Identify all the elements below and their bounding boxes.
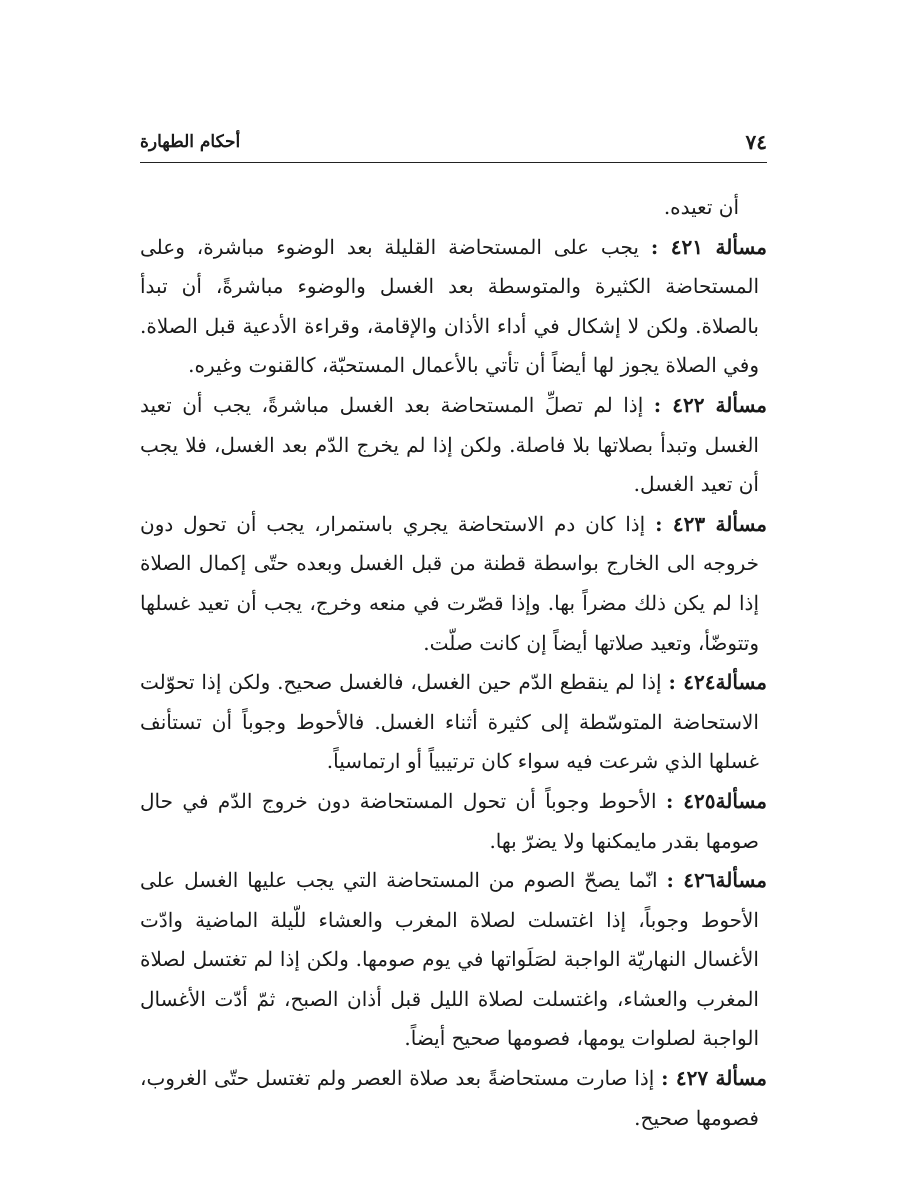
page-header: [140, 130, 767, 160]
page-body: [140, 188, 767, 1138]
issue-label: مسألة ٤٢١ :: [650, 234, 767, 259]
issue-text: يجب على المستحاضة القليلة بعد الوضوء مباشرة، وعلى المستحاضة الكثيرة والمتوسطة بعد الغسل والوضوء مباشرةً، أن تبدأ بالصلاة. ولكن لا إشكال في أداء الأذان والإقامة، وقراءة الأدعية قبل الصلاة. وفي الصلاة يجوز لها أيضاً أن تأتي بالأعمال المستحبّة، كالقنوت وغيره.: [140, 234, 759, 378]
issue-text: إذا لم تصلِّ المستحاضة بعد الغسل مباشرةً، يجب أن تعيد الغسل وتبدأ بصلاتها بلا فاصلة. ولكن إذا لم يخرج الدّم بعد الغسل، فلا يجب أن تعيد الغسل.: [140, 392, 759, 497]
issue-text: إذا كان دم الاستحاضة يجري باستمرار، يجب أن تحول دون خروجه الى الخارج بواسطة قطنة من قبل الغسل وبعده حتّى إكمال الصلاة إذا لم يكن ذلك مضراً بها. وإذا قصّرت في منعه وخرج، يجب أن تعيد غسلها وتتوضّأ، وتعيد صلاتها أيضاً إن كانت صلّت.: [140, 511, 759, 655]
issue-423: [140, 505, 767, 663]
running-title: أحكام الطهارة: [140, 132, 241, 152]
issue-text: الأحوط وجوباً أن تحول المستحاضة دون خروج الدّم في حال صومها بقدر مايمكنها ولا يضرّ بها.: [140, 788, 759, 853]
issue-424: [140, 663, 767, 782]
header-divider: [140, 162, 767, 163]
issue-label: مسألة ٤٢٣ :: [655, 511, 767, 536]
issue-421: [140, 228, 767, 386]
issue-text: إذا صارت مستحاضةً بعد صلاة العصر ولم تغتسل حتّى الغروب، فصومها صحيح.: [140, 1066, 759, 1130]
issue-label: مسألة٤٢٦ :: [666, 868, 767, 893]
paragraph-text: أن تعيده.: [663, 195, 739, 219]
issue-label: مسألة٤٢٥ :: [665, 788, 767, 813]
page-number: ٧٤: [745, 130, 767, 154]
issue-427: [140, 1059, 767, 1138]
issue-425: [140, 782, 767, 861]
issue-text: انّما يصحّ الصوم من المستحاضة التي يجب عليها الغسل على الأحوط وجوباً، إذا اغتسلت لصلاة المغرب والعشاء للّيلة الماضية وادّت الأغسال النهاريّة الواجبة لصَلَواتها في يوم صومها. ولكن إذا لم تغتسل لصلاة المغرب والعشاء، واغتسلت لصلاة الليل قبل أذان الصبح، ثمّ أدّت الأغسال الواجبة لصلوات يومها، فصومها صحيح أيضاً.: [140, 868, 759, 1051]
paragraph-continuation: [140, 188, 767, 228]
issue-426: [140, 861, 767, 1059]
issue-422: [140, 386, 767, 505]
issue-label: مسألة ٤٢٢ :: [653, 392, 768, 417]
issue-label: مسألة ٤٢٧ :: [661, 1066, 767, 1091]
issue-label: مسألة٤٢٤ :: [668, 670, 767, 695]
issue-text: إذا لم ينقطع الدّم حين الغسل، فالغسل صحيح. ولكن إذا تحوّلت الاستحاضة المتوسّطة إلى كثيرة أثناء الغسل. فالأحوط وجوباً أن تستأنف غسلها الذي شرعت فيه سواء كان ترتيبياً أو ارتماسياً.: [140, 670, 759, 774]
